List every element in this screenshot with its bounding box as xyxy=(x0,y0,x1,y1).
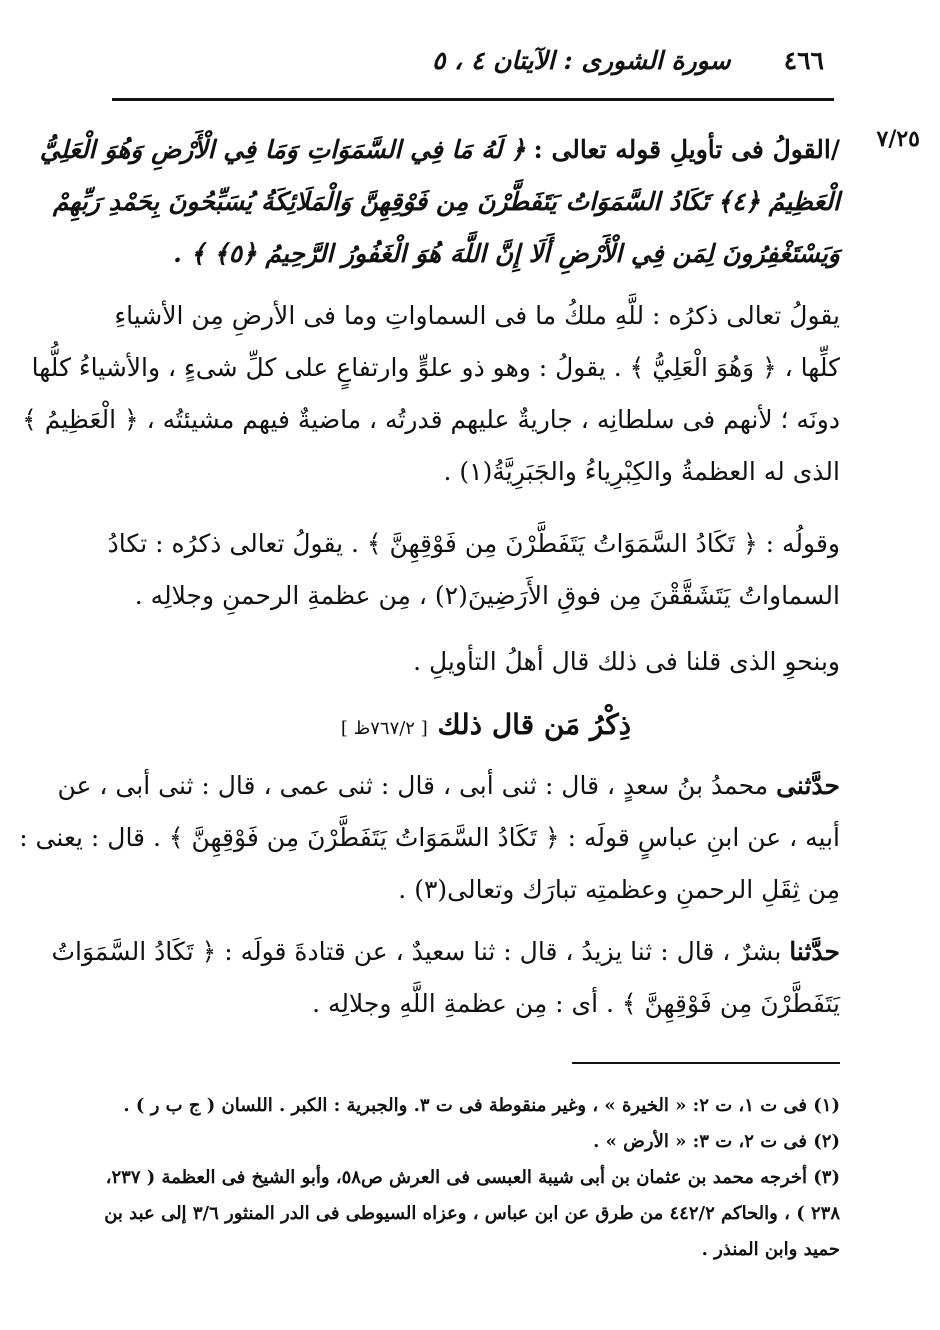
hadith-lead: حدَّثنا xyxy=(789,937,840,966)
footnote-rule xyxy=(572,1062,840,1064)
section-heading-ref: [ ٧٦٧/٢ظ ] xyxy=(340,718,428,739)
page-header xyxy=(112,38,834,88)
header-rule xyxy=(112,98,834,101)
paragraph-line: وبنحوِ الذى قلنا فى ذلك قال أهلُ التأويلِ . xyxy=(413,647,840,676)
footnote-3: (٣) أخرجه محمد بن عثمان بن أبى شيبة العبسى فى العرش ص٥٨، وأبو الشيخ فى العظمة ( ٢٣٧، xyxy=(105,1167,840,1188)
hadith-text: محمدُ بنُ سعدٍ ، قال : ثنى أبى ، قال : ثنى عمى ، قال : ثنى أبى ، عن xyxy=(57,771,769,800)
hadith-line: يَتَفَطَّرْنَ مِن فَوْقِهِنَّ ﴾ . أى : مِن عظمةِ اللَّهِ وجلالِه . xyxy=(312,989,840,1018)
page-number: ٤٦٦ xyxy=(783,46,824,75)
paragraph-2 xyxy=(107,518,840,622)
intro-line-3: وَيَسْتَغْفِرُونَ لِمَن فِي الْأَرْضِ أَلَا إِنَّ اللَّهَ هُوَ الْغَفُورُ الرَّحِيمُ ﴿٥﴾ ﴾ . xyxy=(173,239,840,268)
running-title: سورة الشورى : الآيتان ٤ ، ٥ xyxy=(432,46,731,75)
hadith-lead: حدَّثنى xyxy=(776,771,840,800)
intro-line-2: الْعَظِيمُ ﴿٤﴾ تَكَادُ السَّمَوَاتُ يَتَفَطَّرْنَ مِن فَوْقِهِنَّ وَالْمَلَائِكَةُ يُسَبِّحُونَ بِحَمْدِ رَبِّهِمْ xyxy=(52,187,840,216)
paragraph-line: كلِّها ، ﴿ وَهُوَ الْعَلِيُّ ﴾ . يقولُ : وهو ذو علوٍّ وارتفاعٍ على كلِّ شىءٍ ، والأشياءُ كلُّها xyxy=(31,353,840,382)
paragraph-line: السماواتُ يَتَشَقَّقْنَ مِن فوقِ الأَرَضِينَ(٢) ، مِن عظمةِ الرحمنِ وجلالِه . xyxy=(134,581,840,610)
paragraph-line: يقولُ تعالى ذكرُه : للَّهِ ملكُ ما فى السماواتِ وما فى الأرضِ مِن الأشياءِ xyxy=(114,301,840,330)
hadith-line xyxy=(57,760,840,812)
verse-intro xyxy=(39,124,840,280)
hadith-line: مِن ثِقَلِ الرحمنِ وعظمتِه تبارَك وتعالى(٣) . xyxy=(398,875,840,904)
quran-text: ﴿ لَهُ مَا فِي السَّمَوَاتِ وَمَا فِي الْأَرْضِ وَهُوَ الْعَلِيُّ xyxy=(39,135,526,164)
hadith-line xyxy=(51,926,840,978)
hadith-2 xyxy=(51,926,840,1030)
hadith-text: بشرٌ ، قال : ثنا يزيدُ ، قال : ثنا سعيدٌ ، عن قتادةَ قولَه : ﴿ تَكَادُ السَّمَوَاتُ xyxy=(51,937,782,966)
section-heading-text: ذِكْرُ مَن قال ذلك xyxy=(437,708,632,741)
footnote-1: (١) فى ت ١، ت ٢: « الخيرة » ، وغير منقوطة فى ت ٣. والجبرية : الكبر . اللسان ( ج ب ر ) . xyxy=(123,1095,840,1116)
hadith-1 xyxy=(19,760,840,916)
intro-line-1 xyxy=(39,124,840,176)
paragraph-line: دونَه ؛ لأنهم فى سلطانِه ، جاريةٌ عليهم قدرتُه ، ماضيةٌ فيهم مشيئتُه ، ﴿ الْعَظِيمُ ﴾ xyxy=(22,405,840,434)
section-heading xyxy=(118,700,840,754)
intro-label: /القولُ فى تأويلِ قوله تعالى : xyxy=(533,135,840,164)
paragraph-3 xyxy=(118,636,840,688)
paragraph-line: وقولُه : ﴿ تَكَادُ السَّمَوَاتُ يَتَفَطَّرْنَ مِن فَوْقِهِنَّ ﴾ . يقولُ تعالى ذكرُه : تكادُ xyxy=(107,529,840,558)
margin-reference: ٧/٢٥ xyxy=(876,126,920,152)
paragraph-line: الذى له العظمةُ والكِبْرِياءُ والجَبَرِيَّةُ(١) . xyxy=(443,457,840,486)
hadith-line: أبيه ، عن ابنِ عباسٍ قولَه : ﴿ تَكَادُ السَّمَوَاتُ يَتَفَطَّرْنَ مِن فَوْقِهِنَّ ﴾ . قال : يعنى : xyxy=(19,823,840,852)
footnote-3-continued: ٢٣٨ ) ، والحاكم ٤٤٢/٢ من طرق عن ابن عباس ، وعزاه السيوطى فى الدر المنثور ٣/٦ إلى عبد بن xyxy=(104,1203,840,1224)
footnotes xyxy=(104,1088,840,1268)
paragraph-1 xyxy=(22,290,840,498)
footnote-2: (٢) فى ت ٢، ت ٣: « الأرض » . xyxy=(593,1131,840,1152)
footnote-3-end: حميد وابن المنذر . xyxy=(701,1239,840,1260)
